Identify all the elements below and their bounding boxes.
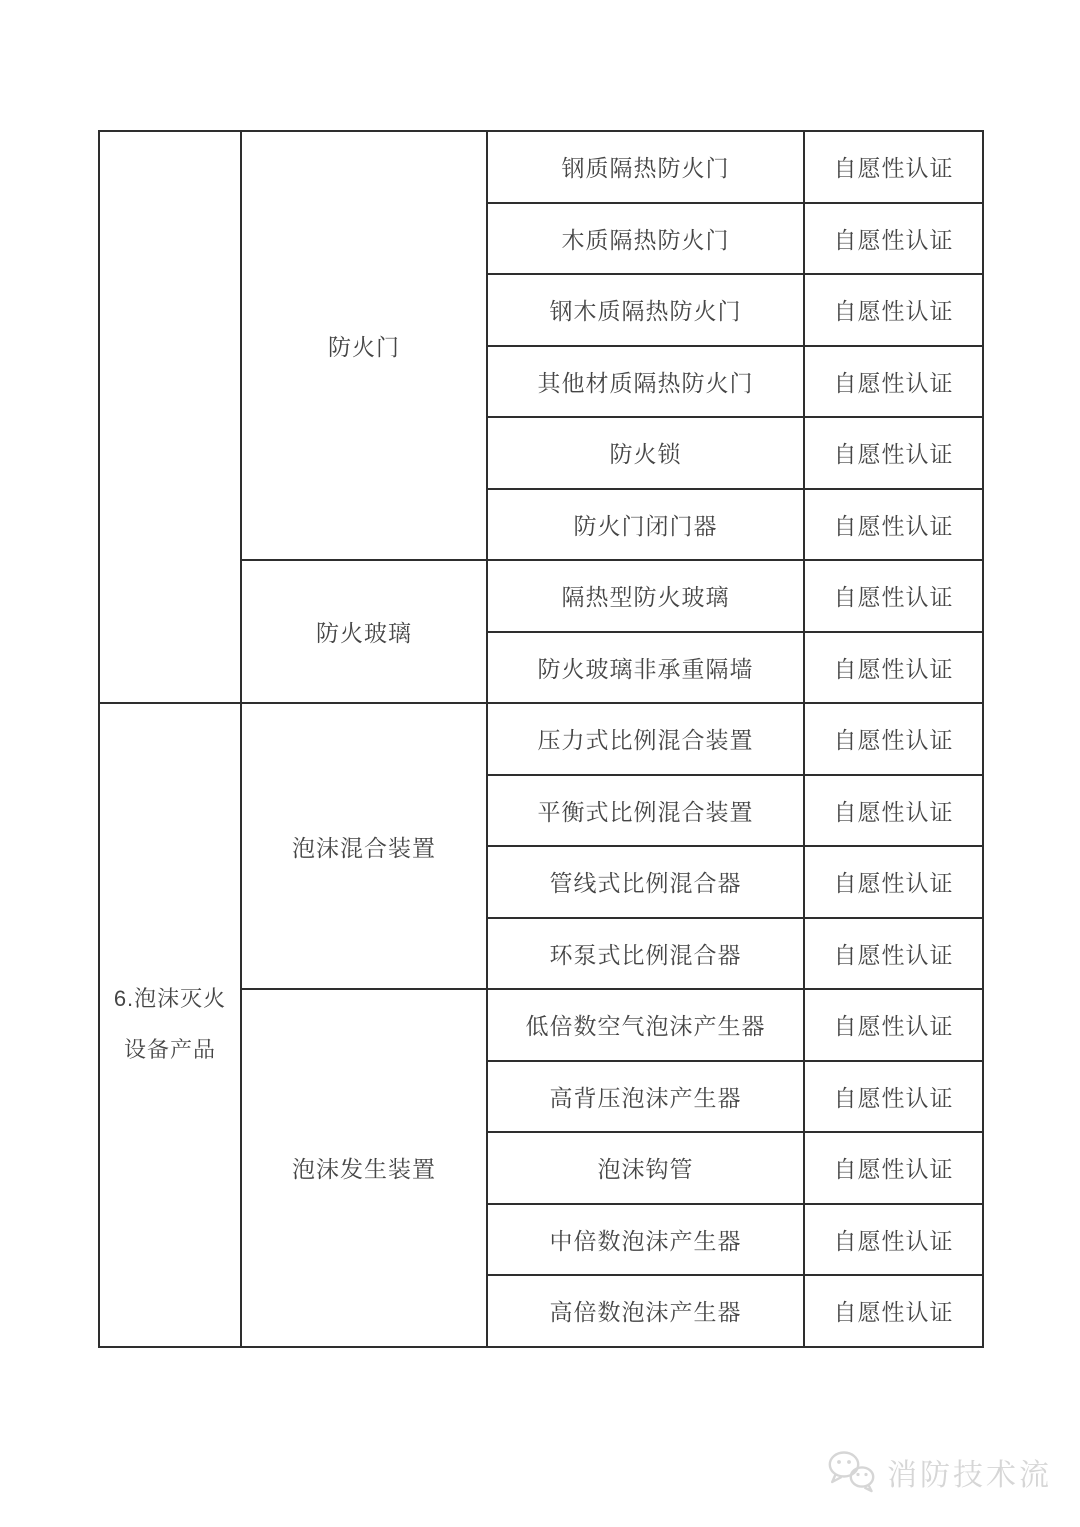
table-row — [99, 703, 983, 775]
category-label-line: 设备产品 — [123, 1037, 216, 1063]
certification-cell: 自愿性认证 — [804, 918, 983, 990]
product-cell: 中倍数泡沫产生器 — [487, 1204, 804, 1276]
certification-cell: 自愿性认证 — [804, 989, 983, 1061]
certification-cell: 自愿性认证 — [804, 1132, 983, 1204]
certification-cell: 自愿性认证 — [804, 775, 983, 847]
subcategory-cell-fire-door: 防火门 — [241, 131, 487, 560]
certification-cell: 自愿性认证 — [804, 489, 983, 561]
certification-cell: 自愿性认证 — [804, 703, 983, 775]
product-cell: 钢质隔热防火门 — [487, 131, 804, 203]
product-cell: 防火门闭门器 — [487, 489, 804, 561]
category-cell-empty — [99, 131, 241, 703]
certification-cell: 自愿性认证 — [804, 846, 983, 918]
product-cell: 防火锁 — [487, 417, 804, 489]
certification-cell: 自愿性认证 — [804, 1061, 983, 1133]
product-cell: 环泵式比例混合器 — [487, 918, 804, 990]
product-cell: 防火玻璃非承重隔墙 — [487, 632, 804, 704]
certification-cell: 自愿性认证 — [804, 131, 983, 203]
subcategory-cell-fire-glass: 防火玻璃 — [241, 560, 487, 703]
certification-cell: 自愿性认证 — [804, 632, 983, 704]
product-cell: 管线式比例混合器 — [487, 846, 804, 918]
certification-cell: 自愿性认证 — [804, 203, 983, 275]
certification-cell: 自愿性认证 — [804, 274, 983, 346]
subcategory-cell-foam-generating: 泡沫发生装置 — [241, 989, 487, 1347]
watermark-label: 消防技术流 — [887, 1459, 1052, 1492]
product-cell: 钢木质隔热防火门 — [487, 274, 804, 346]
product-cell: 压力式比例混合装置 — [487, 703, 804, 775]
product-cell: 高倍数泡沫产生器 — [487, 1275, 804, 1347]
category-label-line: 6.泡沫灭火 — [113, 986, 227, 1012]
watermark — [827, 1450, 1052, 1494]
certification-cell: 自愿性认证 — [804, 417, 983, 489]
product-cell: 低倍数空气泡沫产生器 — [487, 989, 804, 1061]
certification-table — [98, 130, 984, 1348]
product-cell: 泡沫钩管 — [487, 1132, 804, 1204]
product-cell: 隔热型防火玻璃 — [487, 560, 804, 632]
certification-cell: 自愿性认证 — [804, 346, 983, 418]
product-cell: 木质隔热防火门 — [487, 203, 804, 275]
certification-cell: 自愿性认证 — [804, 560, 983, 632]
product-cell: 平衡式比例混合装置 — [487, 775, 804, 847]
wechat-logo-icon — [827, 1450, 877, 1494]
certification-cell: 自愿性认证 — [804, 1275, 983, 1347]
subcategory-cell-foam-mixing: 泡沫混合装置 — [241, 703, 487, 989]
category-cell-foam-extinguishing — [99, 703, 241, 1347]
table-row — [99, 131, 983, 203]
certification-cell: 自愿性认证 — [804, 1204, 983, 1276]
product-cell: 高背压泡沫产生器 — [487, 1061, 804, 1133]
product-cell: 其他材质隔热防火门 — [487, 346, 804, 418]
